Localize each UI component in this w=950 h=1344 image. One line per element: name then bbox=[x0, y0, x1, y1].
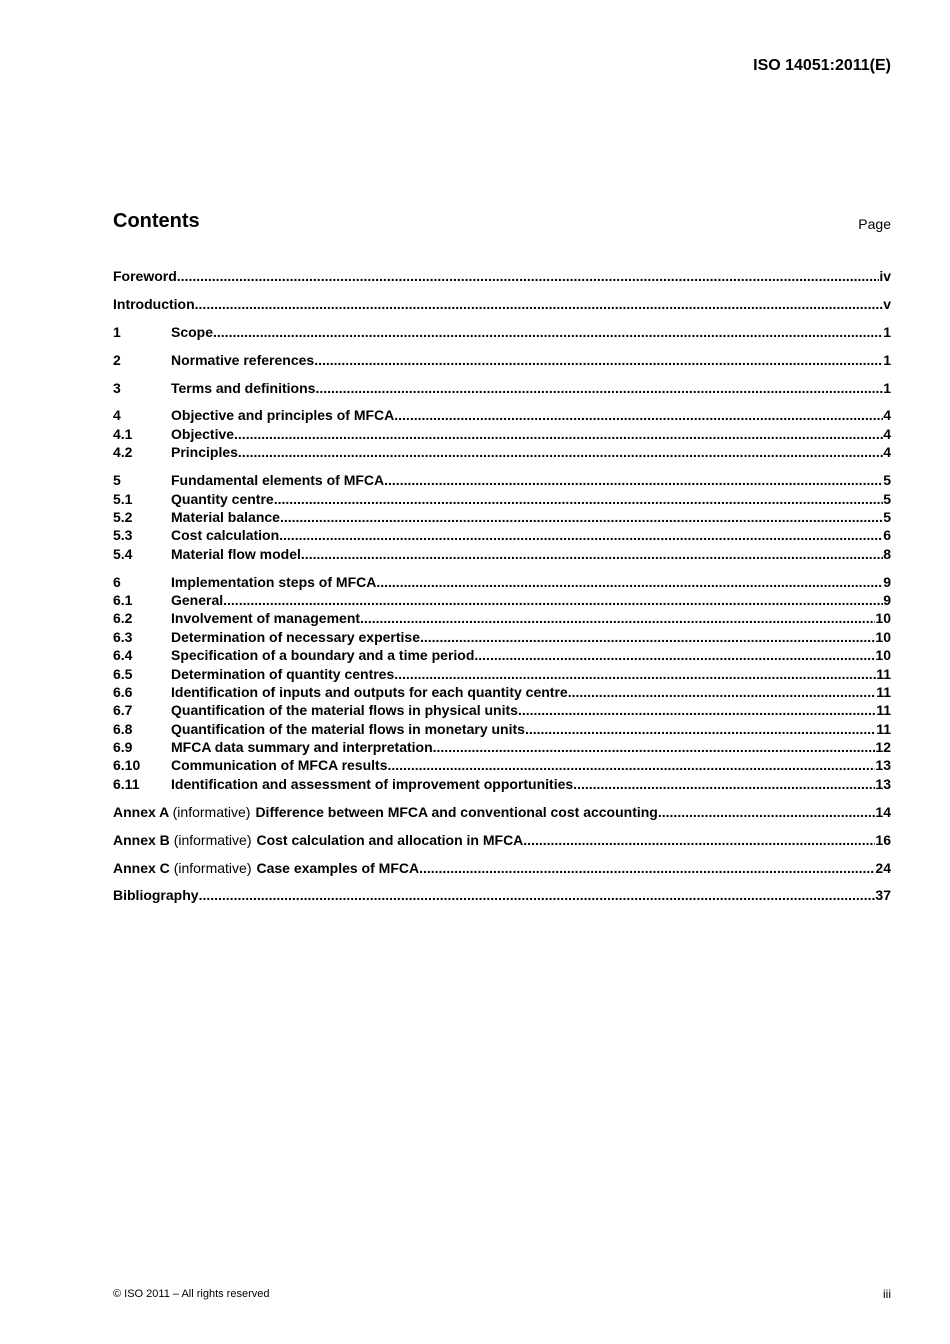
toc-page: v bbox=[883, 295, 891, 312]
toc-title: Cost calculation bbox=[171, 527, 280, 544]
annex-label: Annex B bbox=[113, 831, 170, 848]
toc-page: 11 bbox=[876, 665, 891, 682]
toc-entry-annex-c[interactable] bbox=[113, 860, 891, 878]
toc-page: 37 bbox=[875, 887, 891, 904]
toc-page: 1 bbox=[883, 323, 891, 340]
toc-group-6 bbox=[113, 574, 891, 795]
toc-title: Foreword bbox=[113, 268, 177, 284]
toc-group-1 bbox=[113, 324, 891, 342]
toc-entry-1[interactable] bbox=[113, 324, 891, 342]
toc-page: 10 bbox=[875, 610, 891, 627]
toc-title: Implementation steps of MFCA bbox=[171, 573, 377, 590]
toc-entry-2[interactable] bbox=[113, 352, 891, 370]
toc-number: 5.3 bbox=[113, 527, 133, 544]
toc-number: 5.1 bbox=[113, 490, 133, 507]
toc-title: Determination of quantity centres bbox=[171, 665, 395, 682]
toc-entry-6-2[interactable] bbox=[113, 610, 891, 628]
toc-number: 6.10 bbox=[113, 757, 141, 774]
toc-number: 4 bbox=[113, 407, 121, 424]
toc-number: 4.2 bbox=[113, 444, 133, 461]
toc-page: iv bbox=[879, 268, 891, 284]
toc-page: 4 bbox=[883, 425, 891, 442]
toc-number: 5.4 bbox=[113, 545, 133, 562]
toc-group-4 bbox=[113, 407, 891, 462]
page-number: iii bbox=[883, 1287, 891, 1301]
toc-page: 5 bbox=[883, 490, 891, 507]
toc-entry-6[interactable] bbox=[113, 574, 891, 592]
toc-page: 11 bbox=[876, 702, 891, 719]
toc-number: 6.7 bbox=[113, 702, 133, 719]
toc-number: 6.3 bbox=[113, 628, 133, 645]
toc-page: 1 bbox=[883, 351, 891, 368]
toc-entry-4-2[interactable] bbox=[113, 444, 891, 462]
toc-entry-5-2[interactable] bbox=[113, 509, 891, 527]
annex-type: (informative) bbox=[173, 831, 252, 848]
annex-label: Annex A bbox=[113, 803, 169, 820]
contents-heading: Contents bbox=[113, 210, 200, 232]
toc-number: 6.6 bbox=[113, 683, 133, 700]
toc-title: Quantification of the material flows in physical units bbox=[171, 702, 518, 719]
toc-number: 6 bbox=[113, 573, 121, 590]
document-id: ISO 14051:2011(E) bbox=[753, 57, 891, 74]
toc-entry-6-1[interactable] bbox=[113, 592, 891, 610]
toc-number: 3 bbox=[113, 379, 121, 396]
toc-group-annex-b bbox=[113, 832, 891, 850]
toc-number: 6.11 bbox=[113, 775, 140, 792]
toc-entry-4-1[interactable] bbox=[113, 426, 891, 444]
toc-page: 12 bbox=[875, 739, 891, 756]
toc-group-bibliography bbox=[113, 887, 891, 905]
toc-entry-6-3[interactable] bbox=[113, 629, 891, 647]
toc-title: General bbox=[171, 591, 224, 608]
toc-title: Objective bbox=[171, 425, 235, 442]
toc-title: Fundamental elements of MFCA bbox=[171, 472, 385, 489]
toc-entry-4[interactable] bbox=[113, 407, 891, 425]
toc-page: 9 bbox=[883, 591, 891, 608]
toc-page: 10 bbox=[875, 628, 891, 645]
toc-number: 5.2 bbox=[113, 508, 133, 525]
toc-page: 5 bbox=[883, 508, 891, 525]
toc-page: 13 bbox=[875, 757, 891, 774]
toc-title: Cost calculation and allocation in MFCA bbox=[256, 831, 524, 848]
table-of-contents bbox=[113, 268, 891, 915]
toc-title: Identification and assessment of improvement opportunities bbox=[171, 775, 574, 792]
toc-page: 14 bbox=[875, 803, 891, 820]
toc-number: 1 bbox=[113, 323, 121, 340]
toc-entry-annex-b[interactable] bbox=[113, 832, 891, 850]
toc-title: Objective and principles of MFCA bbox=[171, 407, 395, 424]
annex-label: Annex C bbox=[113, 859, 170, 876]
toc-page: 5 bbox=[883, 472, 891, 489]
toc-group-5 bbox=[113, 472, 891, 564]
toc-title: Terms and definitions bbox=[171, 379, 316, 396]
toc-page: 13 bbox=[875, 775, 891, 792]
toc-title: Quantification of the material flows in monetary units bbox=[171, 720, 525, 737]
toc-number: 6.9 bbox=[113, 739, 133, 756]
toc-page: 9 bbox=[883, 573, 891, 590]
toc-entry-foreword[interactable] bbox=[113, 268, 891, 286]
toc-title: MFCA data summary and interpretation bbox=[171, 739, 433, 756]
toc-entry-5-1[interactable] bbox=[113, 491, 891, 509]
toc-entry-6-5[interactable] bbox=[113, 666, 891, 684]
toc-entry-6-10[interactable] bbox=[113, 757, 891, 775]
toc-page: 6 bbox=[883, 527, 891, 544]
toc-entry-6-6[interactable] bbox=[113, 684, 891, 702]
toc-title: Involvement of management bbox=[171, 610, 361, 627]
toc-entry-bibliography[interactable] bbox=[113, 887, 891, 905]
toc-title: Material balance bbox=[171, 508, 280, 525]
toc-entry-annex-a[interactable] bbox=[113, 804, 891, 822]
toc-entry-6-11[interactable] bbox=[113, 776, 891, 794]
toc-title: Material flow model bbox=[171, 545, 301, 562]
toc-entry-6-9[interactable] bbox=[113, 739, 891, 757]
toc-number: 6.2 bbox=[113, 610, 133, 627]
toc-number: 6.5 bbox=[113, 665, 133, 682]
toc-number: 6.4 bbox=[113, 647, 133, 664]
toc-title: Communication of MFCA results bbox=[171, 757, 388, 774]
toc-entry-6-4[interactable] bbox=[113, 647, 891, 665]
toc-title: Scope bbox=[171, 323, 214, 340]
toc-page: 1 bbox=[883, 379, 891, 396]
toc-title: Specification of a boundary and a time period bbox=[171, 647, 475, 664]
toc-entry-5[interactable] bbox=[113, 472, 891, 490]
toc-number: 5 bbox=[113, 472, 121, 489]
toc-number: 6.8 bbox=[113, 720, 133, 737]
toc-page: 10 bbox=[875, 647, 891, 664]
toc-title: Principles bbox=[171, 444, 238, 461]
toc-number: 4.1 bbox=[113, 425, 133, 442]
annex-type: (informative) bbox=[172, 803, 251, 820]
toc-group-foreword bbox=[113, 268, 891, 286]
toc-title: Quantity centre bbox=[171, 490, 274, 507]
toc-title: Identification of inputs and outputs for each quantity centre bbox=[171, 683, 568, 700]
toc-entry-5-3[interactable] bbox=[113, 527, 891, 545]
toc-page: 4 bbox=[883, 444, 891, 461]
toc-title: Case examples of MFCA bbox=[256, 859, 420, 876]
toc-group-3 bbox=[113, 380, 891, 398]
toc-group-annex-c bbox=[113, 860, 891, 878]
toc-entry-5-4[interactable] bbox=[113, 546, 891, 564]
toc-title: Determination of necessary expertise bbox=[171, 628, 420, 645]
toc-number: 2 bbox=[113, 351, 121, 368]
annex-type: (informative) bbox=[173, 859, 252, 876]
toc-entry-6-7[interactable] bbox=[113, 702, 891, 720]
toc-entry-3[interactable] bbox=[113, 380, 891, 398]
toc-title: Bibliography bbox=[113, 887, 199, 904]
toc-group-annex-a bbox=[113, 804, 891, 822]
toc-page: 11 bbox=[876, 720, 891, 737]
page-column-label: Page bbox=[858, 216, 891, 232]
copyright-notice: © ISO 2011 – All rights reserved bbox=[113, 1288, 270, 1300]
toc-title: Difference between MFCA and conventional cost accounting bbox=[255, 803, 658, 820]
toc-page: 4 bbox=[883, 407, 891, 424]
toc-title: Normative references bbox=[171, 351, 315, 368]
toc-entry-6-8[interactable] bbox=[113, 721, 891, 739]
toc-page: 11 bbox=[876, 683, 891, 700]
toc-page: 16 bbox=[875, 831, 891, 848]
toc-page: 24 bbox=[875, 859, 891, 876]
toc-entry-introduction[interactable] bbox=[113, 296, 891, 314]
toc-group-2 bbox=[113, 352, 891, 370]
toc-page: 8 bbox=[883, 545, 891, 562]
toc-title: Introduction bbox=[113, 295, 195, 312]
toc-number: 6.1 bbox=[113, 591, 133, 608]
toc-group-introduction bbox=[113, 296, 891, 314]
